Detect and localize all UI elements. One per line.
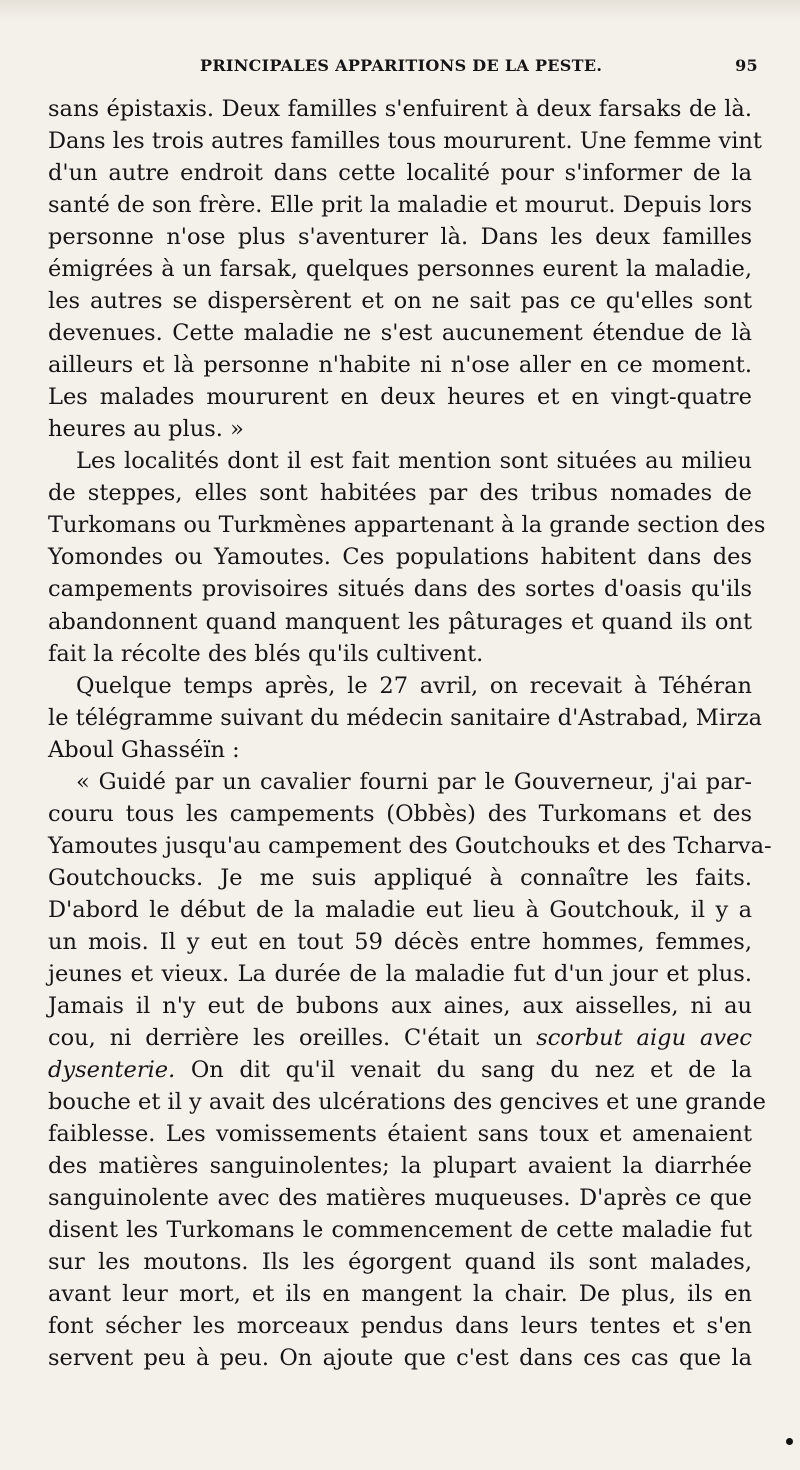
text-line: personne n'ose plus s'aventurer là. Dans les deux familles xyxy=(48,224,752,251)
text-line: jeunes et vieux. La durée de la maladie fut d'un jour et plus. xyxy=(48,960,752,987)
text-line: heures au plus. » xyxy=(48,416,244,443)
text-line: D'abord le début de la maladie eut lieu à Goutchouk, il y a xyxy=(48,896,752,923)
text-fragment: cou, ni derrière les oreilles. C'était un xyxy=(48,1024,523,1051)
text-line: disent les Turkomans le commencement de cette maladie fut xyxy=(48,1217,752,1244)
page-number: 95 xyxy=(735,56,758,75)
page-speck xyxy=(786,1438,793,1445)
text-line: un mois. Il y eut en tout 59 décès entre hommes, femmes, xyxy=(48,928,752,955)
text-line: Aboul Ghasséïn : xyxy=(48,736,240,763)
text-line: émigrées à un farsak, quelques personnes eurent la maladie, xyxy=(48,256,752,283)
text-line: sanguinolente avec des matières muqueuses. D'après ce que xyxy=(48,1185,752,1212)
text-line: Les localités dont il est fait mention sont situées au milieu xyxy=(76,448,752,475)
page-top-edge xyxy=(0,0,800,22)
text-line: sans épistaxis. Deux familles s'enfuirent à deux farsaks de là. xyxy=(48,96,752,122)
text-line: font sécher les morceaux pendus dans leurs tentes et s'en xyxy=(48,1313,752,1340)
running-title: PRINCIPALES APPARITIONS DE LA PESTE. xyxy=(200,56,603,75)
text-line: le télégramme suivant du médecin sanitaire d'Astrabad, Mirza xyxy=(48,704,763,731)
text-line: Yamoutes jusqu'au campement des Goutchouks et des Tcharva- xyxy=(48,832,772,859)
text-line: des matières sanguinolentes; la plupart avaient la diarrhée xyxy=(48,1153,752,1180)
text-line-with-italic xyxy=(48,1022,752,1054)
italic-phrase: dysenterie. xyxy=(48,1056,176,1083)
text-line: ailleurs et là personne n'habite ni n'ose aller en ce moment. xyxy=(48,352,752,379)
text-line: abandonnent quand manquent les pâturages et quand ils ont xyxy=(48,608,752,635)
text-line: d'un autre endroit dans cette localité pour s'informer de la xyxy=(48,160,752,187)
text-line: de steppes, elles sont habitées par des tribus nomades de xyxy=(48,480,752,507)
text-line: « Guidé par un cavalier fourni par le Gouverneur, j'ai par- xyxy=(76,768,752,795)
text-line: Turkomans ou Turkmènes appartenant à la grande section des xyxy=(48,512,766,539)
text-line: Quelque temps après, le 27 avril, on recevait à Téhéran xyxy=(76,672,752,699)
text-line: Jamais il n'y eut de bubons aux aines, aux aisselles, ni au xyxy=(48,992,752,1019)
text-line: campements provisoires situés dans des sortes d'oasis qu'ils xyxy=(48,576,752,603)
text-line: santé de son frère. Elle prit la maladie et mourut. Depuis lors xyxy=(48,192,752,219)
text-line: bouche et il y avait des ulcérations des gencives et une grande xyxy=(48,1088,766,1115)
text-line: devenues. Cette maladie ne s'est aucunement étendue de là xyxy=(48,320,752,347)
text-line: Dans les trois autres familles tous moururent. Une femme vint xyxy=(48,128,762,155)
text-line: avant leur mort, et ils en mangent la chair. De plus, ils en xyxy=(48,1281,752,1308)
text-line-with-italic xyxy=(48,1054,752,1086)
italic-phrase: scorbut aigu avec xyxy=(536,1024,752,1051)
text-fragment: On dit qu'il venait du sang du nez et de la xyxy=(190,1056,753,1083)
text-line: les autres se dispersèrent et on ne sait pas ce qu'elles sont xyxy=(48,288,752,315)
text-line: fait la récolte des blés qu'ils cultivent. xyxy=(48,640,484,667)
text-line: faiblesse. Les vomissements étaient sans toux et amenaient xyxy=(48,1121,752,1147)
text-line: Yomondes ou Yamoutes. Ces populations habitent dans des xyxy=(48,544,752,571)
body-text xyxy=(48,93,772,1374)
text-line: sur les moutons. Ils les égorgent quand ils sont malades, xyxy=(48,1249,752,1276)
text-line: couru tous les campements (Obbès) des Turkomans et des xyxy=(48,800,752,827)
text-line: servent peu à peu. On ajoute que c'est dans ces cas que la xyxy=(48,1345,752,1372)
text-line: Les malades moururent en deux heures et en vingt-quatre xyxy=(48,384,752,411)
text-line: Goutchoucks. Je me suis appliqué à connaître les faits. xyxy=(48,864,752,891)
running-head xyxy=(50,56,766,84)
